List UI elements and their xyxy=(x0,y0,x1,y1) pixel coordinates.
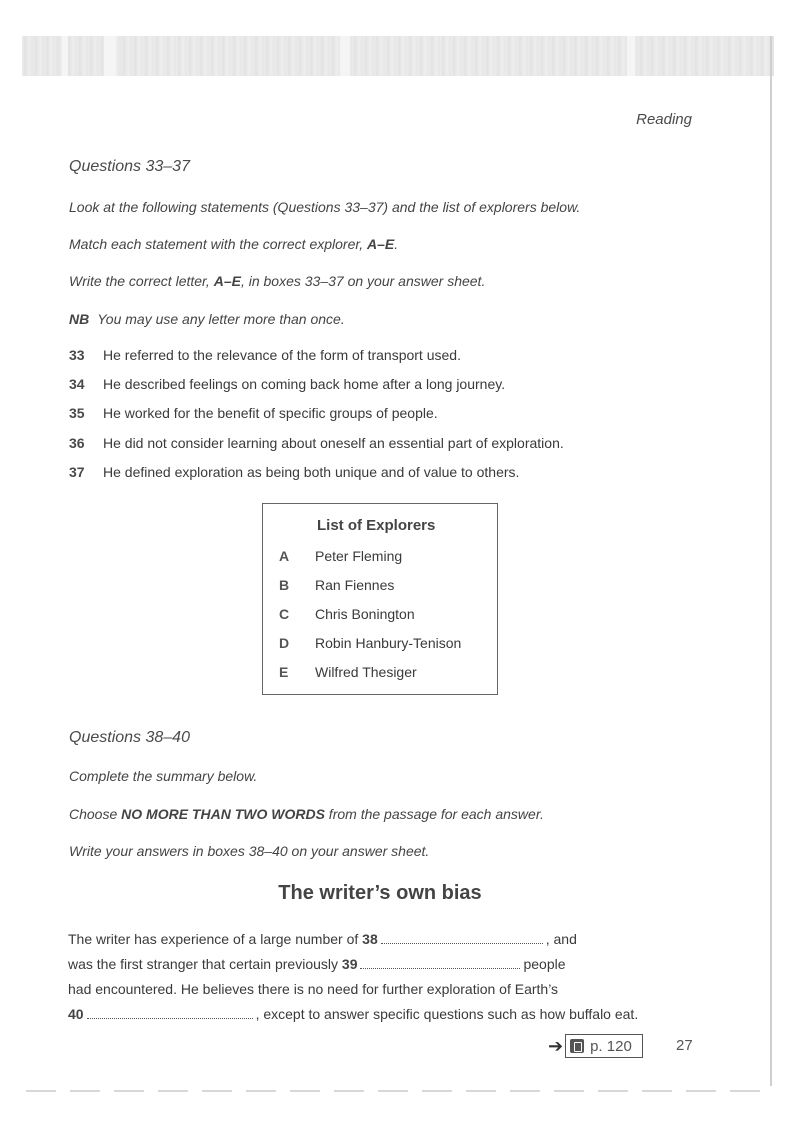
reference-page: p. 120 xyxy=(590,1037,632,1055)
summary-instruction-3: Write your answers in boxes 38–40 on your answer sheet. xyxy=(69,843,430,859)
gap-38-number: 38 xyxy=(362,931,378,947)
section-label: Reading xyxy=(636,111,692,128)
page-number: 27 xyxy=(676,1037,693,1054)
scan-artifact-band xyxy=(22,36,774,76)
questions-38-40-heading: Questions 38–40 xyxy=(69,729,190,746)
summary-instruction-2: Choose NO MORE THAN TWO WORDS from the passage for each answer. xyxy=(69,806,544,822)
explorer-item: C Chris Bonington xyxy=(279,606,415,622)
gap-39-number: 39 xyxy=(341,956,358,972)
answer-gap-38[interactable] xyxy=(381,933,543,944)
nb-note: NB You may use any letter more than once. xyxy=(69,311,345,327)
arrow-right-icon: ➔ xyxy=(548,1035,564,1056)
matching-instruction-2: Match each statement with the correct explorer, A–E. xyxy=(69,236,399,252)
answer-gap-40[interactable] xyxy=(87,1008,253,1019)
summary-line-3: had encountered. He believes there is no need for further exploration of Earth’s xyxy=(68,981,559,997)
summary-title: The writer’s own bias xyxy=(278,882,482,904)
book-icon xyxy=(570,1039,584,1053)
summary-line-4: 40 , except to answer specific questions such as how buffalo eat. xyxy=(68,1006,639,1022)
statement-36: 36 He did not consider learning about oneself an essential part of exploration. xyxy=(69,435,564,451)
scan-artifact-bottom xyxy=(26,1090,774,1092)
explorer-item: A Peter Fleming xyxy=(279,548,403,564)
explorer-list-box xyxy=(262,503,498,695)
explorer-item: E Wilfred Thesiger xyxy=(279,664,417,680)
summary-line-1: The writer has experience of a large number of 38 , and xyxy=(68,931,577,947)
gap-40-number: 40 xyxy=(68,1006,84,1022)
summary-line-2: was the first stranger that certain previously 39 people xyxy=(68,956,566,972)
page-edge xyxy=(770,36,772,1086)
explorer-list-title: List of Explorers xyxy=(317,517,436,534)
summary-instruction-1: Complete the summary below. xyxy=(69,768,258,784)
explorer-item: B Ran Fiennes xyxy=(279,577,395,593)
questions-33-37-heading: Questions 33–37 xyxy=(69,158,190,175)
page-reference xyxy=(548,1034,643,1058)
matching-instruction-3: Write the correct letter, A–E, in boxes 33–37 on your answer sheet. xyxy=(69,273,486,289)
statement-33: 33 He referred to the relevance of the form of transport used. xyxy=(69,347,461,363)
reference-box xyxy=(565,1034,643,1058)
statement-34: 34 He described feelings on coming back home after a long journey. xyxy=(69,376,506,392)
answer-gap-39[interactable] xyxy=(360,958,520,969)
explorer-item: D Robin Hanbury-Tenison xyxy=(279,635,462,651)
statement-35: 35 He worked for the benefit of specific groups of people. xyxy=(69,405,438,421)
matching-instruction-1: Look at the following statements (Questions 33–37) and the list of explorers below. xyxy=(69,199,581,215)
statement-37: 37 He defined exploration as being both unique and of value to others. xyxy=(69,464,520,480)
